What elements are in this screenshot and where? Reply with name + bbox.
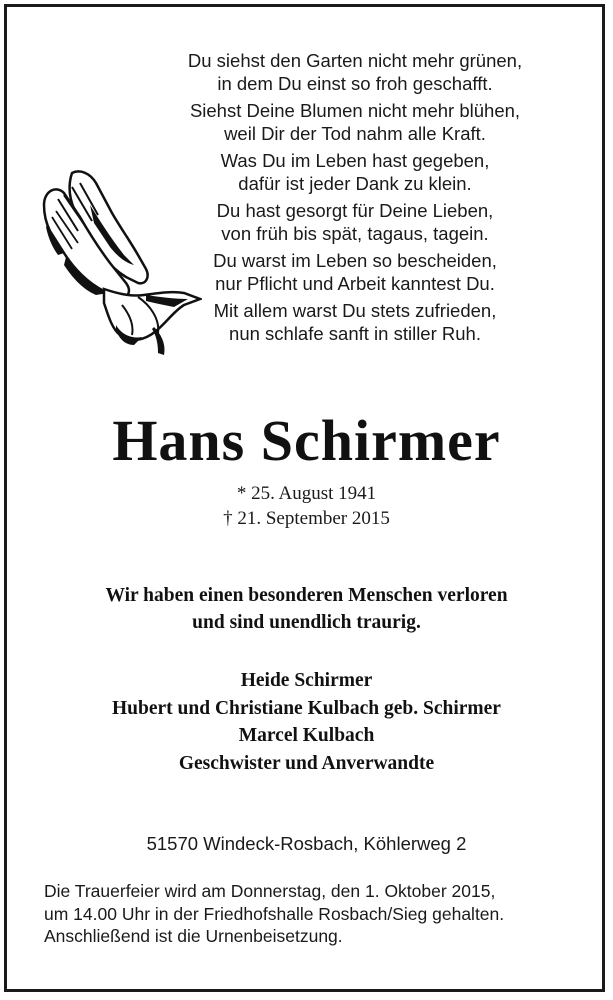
message-line: Wir haben einen besonderen Menschen verloren xyxy=(105,585,508,606)
funeral-line: Die Trauerfeier wird am Donnerstag, den 1. Oktober 2015, xyxy=(44,881,496,901)
poem-stanza xyxy=(150,50,560,95)
mourners-list xyxy=(0,667,613,777)
poem-stanza xyxy=(150,250,560,295)
poem-stanza xyxy=(150,300,560,345)
poem-stanza xyxy=(150,100,560,145)
poem-line: Mit allem warst Du stets zufrieden, xyxy=(213,300,497,321)
poem-line: von früh bis spät, tagaus, tagein. xyxy=(221,222,489,244)
poem-line: dafür ist jeder Dank zu klein. xyxy=(238,172,472,194)
funeral-line: Anschließend ist die Urnenbeisetzung. xyxy=(44,926,343,946)
poem-line: Du hast gesorgt für Deine Lieben, xyxy=(216,200,494,221)
birth-date: * 25. August 1941 xyxy=(236,483,377,504)
poem-line: Du warst im Leben so bescheiden, xyxy=(213,250,497,271)
life-dates xyxy=(0,481,613,531)
mourner-name: Hubert und Christiane Kulbach geb. Schirmer xyxy=(112,697,501,719)
deceased-name: Hans Schirmer xyxy=(112,408,501,473)
mourner-name: Heide Schirmer xyxy=(240,670,373,691)
poem-line: Was Du im Leben hast gegeben, xyxy=(220,150,490,171)
death-date: † 21. September 2015 xyxy=(223,508,390,529)
poem-line: Siehst Deine Blumen nicht mehr blühen, xyxy=(189,100,521,121)
poem-stanza xyxy=(150,200,560,245)
poem-line: weil Dir der Tod nahm alle Kraft. xyxy=(224,122,486,144)
poem-line: nun schlafe sanft in stiller Ruh. xyxy=(229,322,481,344)
funeral-line: um 14.00 Uhr in der Friedhofshalle Rosbach/Sieg gehalten. xyxy=(44,903,505,924)
praying-hands-icon xyxy=(34,165,202,360)
funeral-notice xyxy=(44,880,584,948)
mourner-name: Marcel Kulbach xyxy=(238,725,375,746)
message-line: und sind unendlich traurig. xyxy=(192,612,421,633)
poem xyxy=(150,50,560,350)
poem-line: Du siehst den Garten nicht mehr grünen, xyxy=(187,50,523,71)
mourner-name: Geschwister und Anverwandte xyxy=(178,752,435,774)
poem-stanza xyxy=(150,150,560,195)
mourning-message xyxy=(0,582,613,636)
poem-line: in dem Du einst so froh geschafft. xyxy=(217,72,493,94)
family-address: 51570 Windeck-Rosbach, Köhlerweg 2 xyxy=(146,833,467,854)
poem-line: nur Pflicht und Arbeit kanntest Du. xyxy=(215,272,495,294)
